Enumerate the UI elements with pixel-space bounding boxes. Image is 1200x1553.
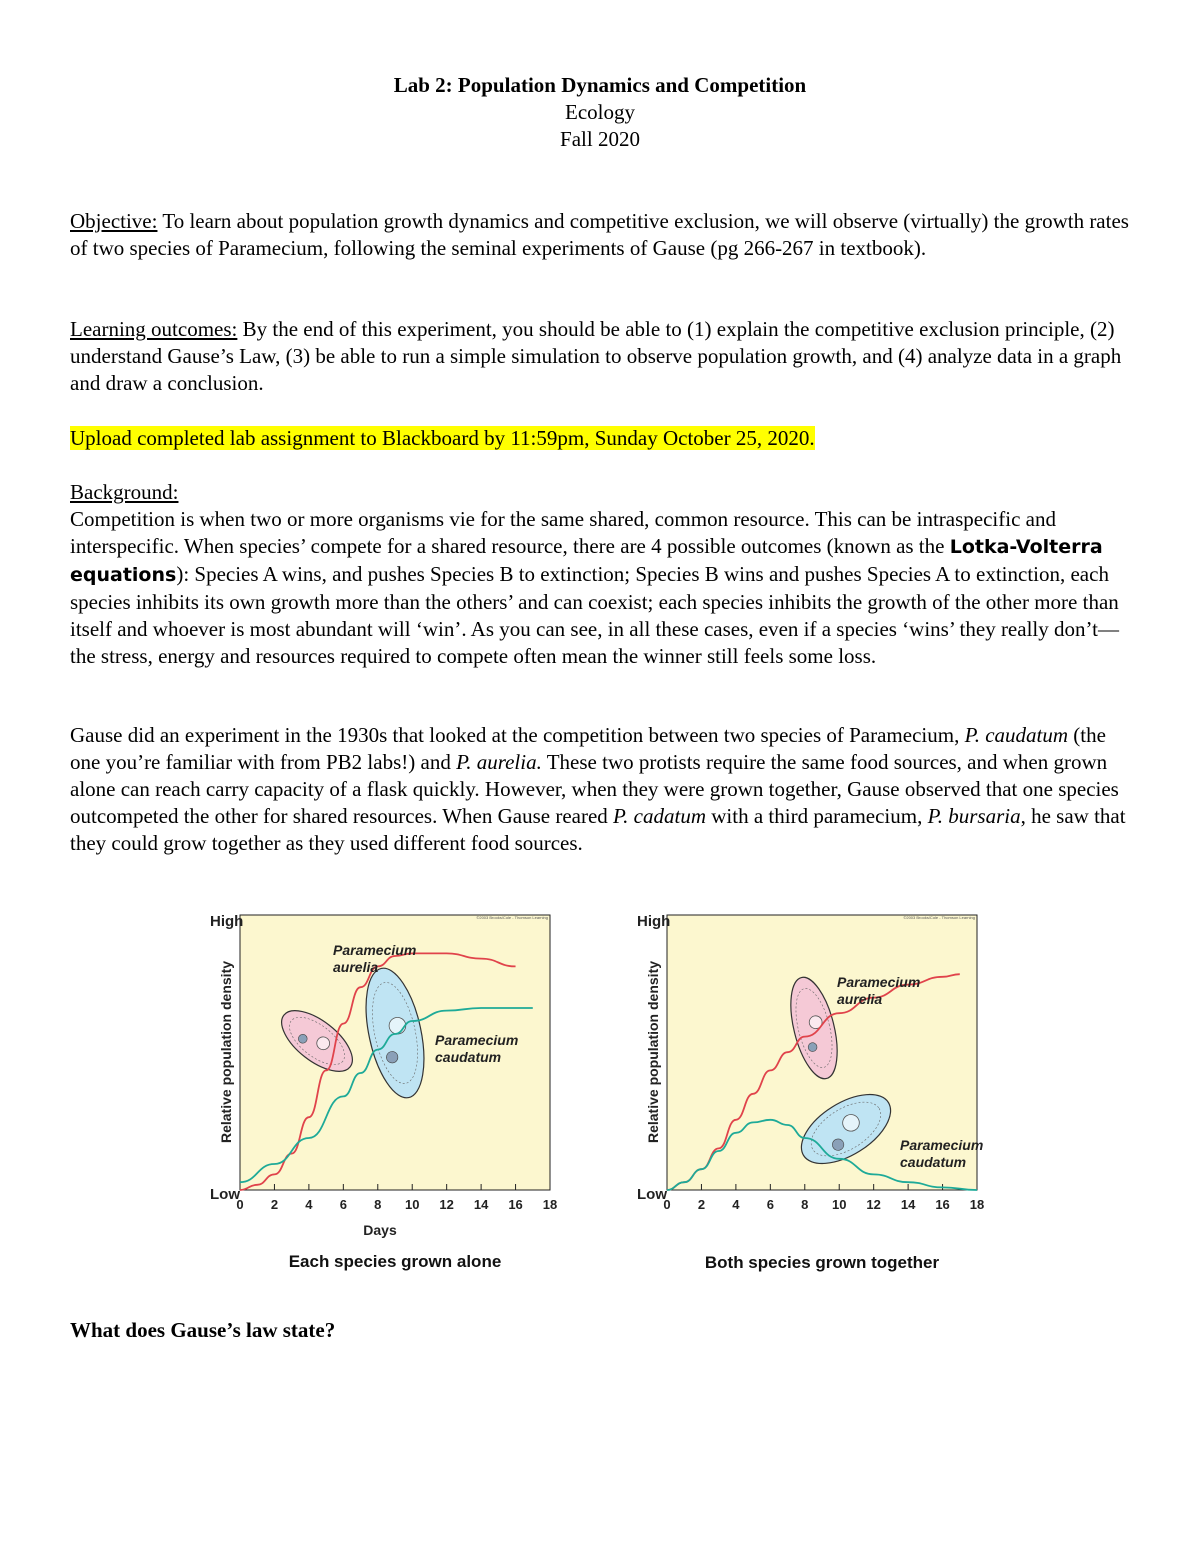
chart-grown-together	[632, 905, 1002, 1210]
x-tick-label: 10	[404, 1197, 420, 1212]
x-tick-label: 12	[439, 1197, 454, 1212]
y-high-label: High	[637, 913, 671, 930]
x-tick-label: 14	[900, 1197, 916, 1210]
objective-label: Objective:	[70, 209, 158, 233]
background-label: Background:	[70, 480, 179, 504]
x-tick-label: 2	[270, 1197, 279, 1212]
series-label-line1: Paramecium	[837, 974, 921, 990]
y-high-label: High	[210, 913, 244, 930]
caption-grown-together: Both species grown together	[704, 1253, 940, 1272]
outcomes-text: By the end of this experiment, you should be able to (1) explain the competitive exclusion principle, (2) understand Gause’s Law, (3) be able to run a simple simulation to observe population growth, and (4) analyze data in a graph and draw a conclusion.	[70, 317, 1122, 395]
x-tick-label: 0	[663, 1197, 671, 1210]
x-tick-label: 10	[831, 1197, 847, 1210]
objective-text: To learn about population growth dynamics and competitive exclusion, we will observe (virtually) the growth rates of two species of Paramecium, following the seminal experiments of Gause (pg 266-267 in textbook).	[70, 209, 1129, 260]
term: Fall 2020	[560, 127, 640, 151]
background-paragraph-2	[70, 722, 1132, 857]
series-label-line1: Paramecium	[900, 1137, 984, 1153]
background-paragraph-1	[70, 506, 1132, 670]
chart-grown-alone	[205, 905, 575, 1240]
bg-p2-text-c: These two protists require the same food sources, and when grown alone can reach carry capacity of a flask quickly. However, when they were grown together, Gause observed that one species outcompeted the other for shared resources. When Gause reared	[70, 750, 1119, 828]
x-tick-label: 18	[542, 1197, 558, 1212]
y-low-label: Low	[637, 1186, 667, 1203]
x-tick-label: 2	[697, 1197, 706, 1210]
x-tick-label: 4	[732, 1197, 740, 1210]
lab-title: Lab 2: Population Dynamics and Competition	[393, 73, 807, 97]
x-tick-label: 8	[801, 1197, 809, 1210]
bg-p2-text-b: (the one you’re familiar with from PB2 labs!) and	[70, 723, 1106, 774]
x-tick-label: 16	[935, 1197, 950, 1210]
lotka-volterra-term: Lotka-Volterra equations	[70, 536, 1103, 586]
x-tick-label: 6	[339, 1197, 347, 1212]
copyright-text: ©2003 Brooks/Cole - Thomson Learning	[903, 915, 975, 920]
objective-paragraph	[70, 208, 1132, 262]
y-axis-label: Relative population density	[218, 960, 234, 1144]
caption-grown-alone: Each species grown alone	[288, 1252, 502, 1271]
deadline-paragraph	[70, 425, 1132, 452]
y-low-label: Low	[210, 1186, 240, 1203]
x-tick-label: 16	[508, 1197, 523, 1212]
species-cadatum: P. cadatum	[613, 804, 706, 828]
series-label-line2: caudatum	[435, 1049, 502, 1065]
outcomes-paragraph	[70, 316, 1132, 397]
species-bursaria: P. bursaria	[927, 804, 1021, 828]
bg-p1-text-a: Competition is when two or more organisms vie for the same shared, common resource. This can be intraspecific and interspecific. When species’ compete for a shared resource, there are 4 possible outcomes (known as the	[70, 507, 1056, 558]
question-gauses-law: What does Gause’s law state?	[70, 1318, 336, 1342]
x-tick-label: 4	[305, 1197, 313, 1212]
series-label-line1: Paramecium	[333, 942, 417, 958]
bg-p2-text-e: , he saw that they could grow together as they used different food sources.	[70, 804, 1126, 855]
figure-grown-alone	[205, 905, 575, 1245]
title-block	[0, 72, 1200, 153]
deadline-text: Upload completed lab assignment to Blackboard by 11:59pm, Sunday October 25, 2020.	[70, 426, 815, 450]
x-tick-label: 0	[236, 1197, 244, 1212]
species-caudatum: P. caudatum	[964, 723, 1069, 747]
bg-p2-text-d: with a third paramecium,	[706, 804, 928, 828]
x-axis-label: Days	[363, 1222, 397, 1238]
bg-p2-text-a: Gause did an experiment in the 1930s that looked at the competition between two species of Paramecium,	[70, 723, 965, 747]
species-aurelia: P. aurelia.	[456, 750, 542, 774]
outcomes-label: Learning outcomes:	[70, 317, 238, 341]
x-tick-label: 6	[766, 1197, 774, 1210]
series-label-line2: aurelia	[837, 991, 883, 1007]
series-label-line2: caudatum	[900, 1154, 967, 1170]
figure-grown-together	[632, 905, 1002, 1215]
y-axis-label: Relative population density	[645, 960, 661, 1144]
series-label-line2: aurelia	[333, 959, 379, 975]
copyright-text: ©2003 Brooks/Cole - Thomson Learning	[476, 915, 548, 920]
series-label-line1: Paramecium	[435, 1032, 519, 1048]
x-tick-label: 12	[866, 1197, 881, 1210]
course-name: Ecology	[565, 100, 635, 124]
x-tick-label: 14	[473, 1197, 489, 1212]
x-tick-label: 8	[374, 1197, 382, 1212]
background-label-line	[70, 479, 1132, 506]
x-tick-label: 18	[969, 1197, 985, 1210]
bg-p1-text-b: ): Species A wins, and pushes Species B to extinction; Species B wins and pushes Species A to extinction, each species inhibits its own growth more than the others’ and can coexist; each species inhibits the growth of the other more than itself and whoever is most abundant will ‘win’. As you can see, in all these cases, even if a species ‘wins’ they really don’t—the stress, energy and resources required to compete often mean the winner still feels some loss.	[70, 562, 1119, 668]
